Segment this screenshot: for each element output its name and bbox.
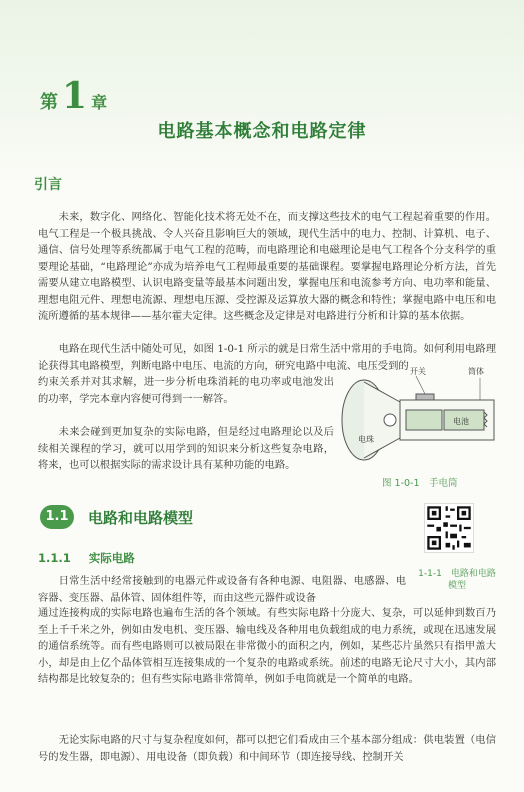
intro-paragraph-2: 电路在现代生活中随处可见，如图 1-0-1 所示的就是日常生活中常用的手电筒。如何利用电路理论获得其电路模型，判断电路中电压、电流的方向，研究电路中电流、电压受到的: [38, 343, 496, 372]
chapter-prefix: 第: [40, 92, 58, 113]
section-number-badge: 1.1: [40, 505, 74, 529]
intro-paragraph-4: 未来会碰到更加复杂的实际电路，但是经过电路理论以及后续相关课程的学习，就可以用学到的知识来分析这些复杂电路，将来，也可以根据实际的需求设计具有某种功能的电路。: [38, 426, 334, 471]
bulb-label: 电珠: [358, 435, 374, 444]
body-paragraph-3: 无论实际电路的尺寸与复杂程度如何，都可以把它们看成由三个基本部分组成：供电装置（电信号的发生器，即电源）、用电设备（即负载）和中间环节（即连接导线、控制开关: [38, 734, 496, 763]
battery-label: 电池: [453, 417, 469, 426]
body-paragraph-2: 通过连接构成的实际电路也遍布生活的各个领域。有些实际电路十分庞大、复杂，可以延伸到数百乃至上千千米之外，例如由发电机、变压器、输电线及各种用电负载组成的电力系统，或现在迅速发展的通信系统等。而有些电路则可以被局限在非常微小的面积之内，例如，某些芯片虽然只有指甲盖大小，却是由上亿个晶体管相互连接集成的一个复杂的电路或系统。前述的电路无论尺寸大小，其内部结构都是比较复杂的；但有些实际电路非常简单，例如手电筒就是一个简单的电路。: [38, 607, 496, 685]
flashlight-switch: [416, 394, 434, 400]
chapter-digit: 1: [62, 75, 88, 117]
flashlight-bulb: [384, 414, 396, 426]
qr-code-icon[interactable]: [424, 503, 474, 553]
tube-label: 筒体: [468, 367, 484, 376]
intro-heading: 引言: [34, 177, 62, 193]
body-paragraph-1: 日常生活中经常接触到的电器元件或设备有各种电源、电阻器、电感器、电容器、变压器、晶体管、固体组件等，而由这些元器件或设备: [38, 575, 406, 604]
subsection-number: 1.1.1: [38, 551, 71, 565]
flashlight-figure: [340, 362, 500, 474]
flashlight-battery-1: [406, 410, 442, 430]
section-heading: [40, 505, 193, 529]
figure-caption: 图 1-0-1 手电筒: [382, 478, 458, 489]
switch-leader-line: [416, 376, 425, 394]
intro-paragraph-1: 未来，数字化、网络化、智能化技术将无处不在，而支撑这些技术的电气工程起着重要的作用。电气工程是一个极具挑战、令人兴奋且影响巨大的领域，现代生活中的电力、控制、计算机、电子、通信、信号处理等系统都属于电气工程的范畴，而电路理论和电磁理论是电气工程各个分支科学的重要理论基础，“电路理论”亦成为培养电气工程师最重要的基础课程。要掌握电路理论分析方法，首先需要从建立电路模型、认识电路变量等最基本问题出发，掌握电压和电流参考方向、电功率和能量、理想电阻元件、理想电流源、理想电压源、受控源及运算放大器的概念和特性；掌握电路中电压和电流所遵循的基本规律——基尔霍夫定律。这些概念及定律是对电路进行分析和计算的基本依据。: [38, 211, 496, 322]
section-title: 电路和电路模型: [88, 508, 194, 527]
subsection-heading: [38, 550, 135, 566]
switch-label: 开关: [410, 367, 426, 376]
intro-paragraph-3: 约束关系并对其求解，进一步分析电珠消耗的电功率或电池发出的功率，学完本章内容便可得到一一解答。: [38, 376, 334, 405]
chapter-title: 电路基本概念和电路定律: [157, 121, 367, 142]
subsection-title: 实际电路: [88, 551, 135, 565]
qr-caption: 1-1-1 电路和电路模型: [418, 569, 496, 591]
chapter-number: [40, 74, 108, 117]
chapter-suffix: 章: [91, 93, 108, 112]
